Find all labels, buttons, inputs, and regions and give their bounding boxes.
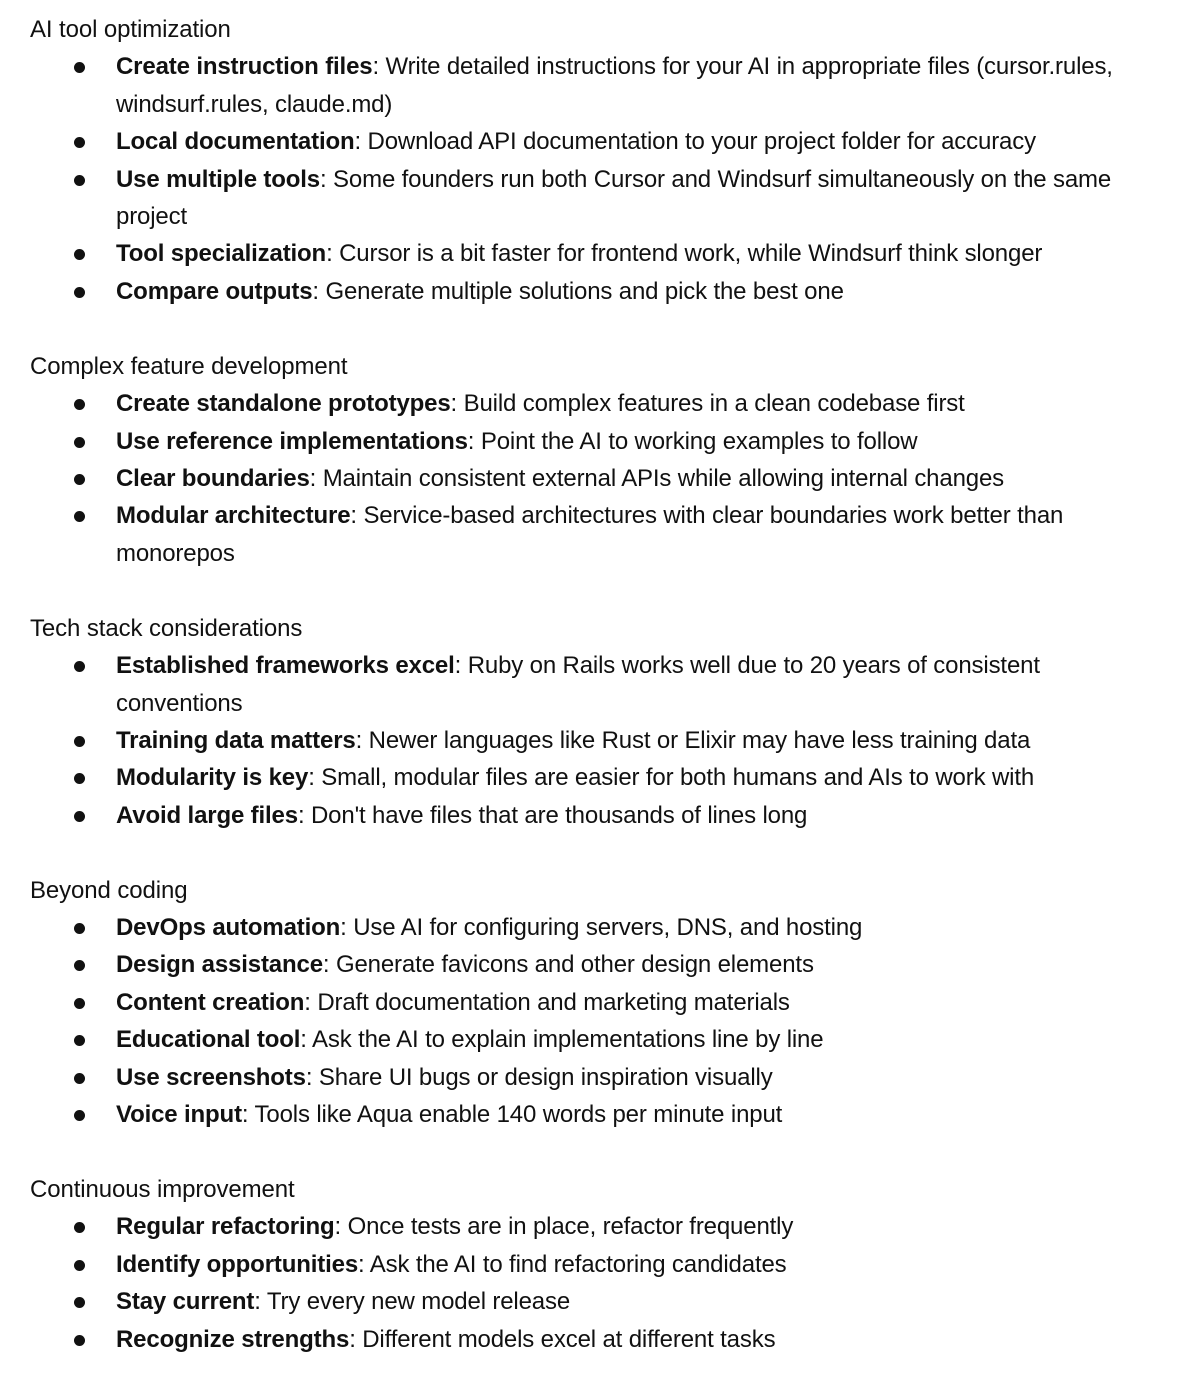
bullet-icon [74,998,85,1009]
item-description: Share UI bugs or design inspiration visually [318,1063,773,1091]
bullet-icon [74,1073,85,1084]
item-separator: : [300,1026,312,1054]
bullet-icon [74,399,85,410]
list-item [0,423,1200,460]
item-separator: : [254,1288,267,1316]
list-item [0,1246,1200,1283]
item-description: Write detailed instructions for your AI in appropriate files (cursor.rules, windsurf.rules, claude.md) [116,53,1113,118]
item-description: Ruby on Rails works well due to 20 years of consistent conventions [116,652,1040,717]
bullet-icon [74,661,85,672]
item-separator: : [340,914,354,942]
item-description: Point the AI to working examples to follow [480,427,918,455]
bullet-icon [74,736,85,747]
item-separator: : [454,652,468,680]
list-item [0,1021,1200,1058]
bullet-icon [74,773,85,784]
document-body [0,11,1200,1394]
list-item [0,647,1200,722]
item-separator: : [308,764,322,792]
item-term: Voice input [116,1101,242,1129]
item-description: Newer languages like Rust or Elixir may have less training data [368,726,1031,754]
item-description: Use AI for configuring servers, DNS, and hosting [353,914,863,942]
item-separator: : [241,1101,255,1129]
section-heading: Tech stack considerations [30,614,303,642]
item-description: Try every new model release [266,1288,571,1316]
list-item [0,722,1200,759]
section-complex-feature-development [0,348,1200,572]
item-term: Educational tool [116,1026,301,1054]
item-term: Modular architecture [116,502,351,530]
item-term: Use multiple tools [116,165,320,193]
item-separator: : [326,240,340,268]
item-separator: : [304,988,318,1016]
list-item [0,797,1200,834]
bullet-icon [74,62,85,73]
item-separator: : [355,726,369,754]
item-description: Tools like Aqua enable 140 words per minute input [254,1101,783,1129]
item-separator: : [450,390,464,418]
item-term: Recognize strengths [116,1325,350,1353]
item-description: Maintain consistent external APIs while allowing internal changes [322,464,1005,492]
list-item [0,1059,1200,1096]
item-separator: : [358,1250,370,1278]
item-term: Avoid large files [116,801,298,829]
list-item [0,946,1200,983]
item-description: Generate favicons and other design elements [335,951,814,979]
item-separator: : [334,1213,348,1241]
list-item [0,909,1200,946]
list-item [0,273,1200,310]
section-ai-tool-optimization [0,11,1200,310]
item-term: Compare outputs [116,277,313,305]
item-description: Draft documentation and marketing materials [317,988,790,1016]
bullet-icon [74,474,85,485]
item-separator: : [354,128,368,156]
item-separator: : [350,502,364,530]
bullet-icon [74,1110,85,1121]
list-item [0,1321,1200,1358]
list-item [0,984,1200,1021]
list-item [0,1096,1200,1133]
bullet-icon [74,923,85,934]
bullet-icon [74,511,85,522]
item-separator: : [312,277,326,305]
item-term: Regular refactoring [116,1213,335,1241]
section-continuous-improvement [0,1171,1200,1358]
bullet-icon [74,249,85,260]
list-item [0,161,1200,236]
item-separator: : [320,165,334,193]
item-term: Identify opportunities [116,1250,359,1278]
bullet-list [0,909,1200,1133]
item-description: Service-based architectures with clear boundaries work better than monorepos [116,502,1064,567]
list-item [0,497,1200,572]
item-separator: : [372,53,386,81]
list-item [0,1283,1200,1320]
item-term: Training data matters [116,726,356,754]
item-term: Stay current [116,1288,255,1316]
bullet-icon [74,1222,85,1233]
list-item [0,235,1200,272]
list-item [0,1208,1200,1245]
item-description: Build complex features in a clean codebase first [463,390,965,418]
bullet-list [0,48,1200,310]
bullet-icon [74,960,85,971]
section-heading: Continuous improvement [30,1175,295,1203]
list-item [0,460,1200,497]
item-term: Design assistance [116,951,323,979]
item-separator: : [305,1063,319,1091]
item-description: Ask the AI to explain implementations line by line [312,1026,824,1054]
bullet-icon [74,175,85,186]
item-separator: : [309,464,323,492]
item-separator: : [322,951,336,979]
item-description: Generate multiple solutions and pick the best one [325,277,844,305]
item-term: Use reference implementations [116,427,468,455]
item-term: Content creation [116,988,305,1016]
item-term: Local documentation [116,128,355,156]
item-description: Cursor is a bit faster for frontend work, while Windsurf think slonger [339,240,1043,268]
bullet-icon [74,1260,85,1271]
item-description: Some founders run both Cursor and Windsurf simultaneously on the same project [116,165,1112,231]
item-separator: : [467,427,481,455]
item-term: Create instruction files [116,53,373,81]
item-term: DevOps automation [116,914,341,942]
list-item [0,123,1200,160]
section-beyond-coding [0,872,1200,1134]
item-separator: : [349,1325,363,1353]
section-heading: Beyond coding [30,876,188,904]
item-term: Modularity is key [116,764,309,792]
section-tech-stack-considerations [0,610,1200,834]
item-description: Small, modular files are easier for both humans and AIs to work with [321,764,1035,792]
item-term: Tool specialization [116,240,327,268]
bullet-icon [74,137,85,148]
item-separator: : [297,801,311,829]
section-heading: Complex feature development [30,352,348,380]
bullet-icon [74,811,85,822]
item-term: Use screenshots [116,1063,306,1091]
bullet-icon [74,1035,85,1046]
item-term: Create standalone prototypes [116,390,451,418]
bullet-icon [74,1297,85,1308]
item-description: Different models excel at different tasks [362,1325,776,1353]
bullet-icon [74,287,85,298]
item-term: Clear boundaries [116,464,310,492]
item-description: Once tests are in place, refactor frequently [347,1213,794,1241]
list-item [0,759,1200,796]
list-item [0,48,1200,123]
item-term: Established frameworks excel [116,652,455,680]
bullet-icon [74,437,85,448]
bullet-list [0,1208,1200,1358]
bullet-icon [74,1335,85,1346]
item-description: Don't have files that are thousands of lines long [311,801,808,829]
list-item [0,385,1200,422]
section-heading: AI tool optimization [30,16,231,43]
item-description: Ask the AI to find refactoring candidates [369,1250,787,1278]
item-description: Download API documentation to your project folder for accuracy [367,128,1036,156]
bullet-list [0,385,1200,572]
bullet-list [0,647,1200,834]
